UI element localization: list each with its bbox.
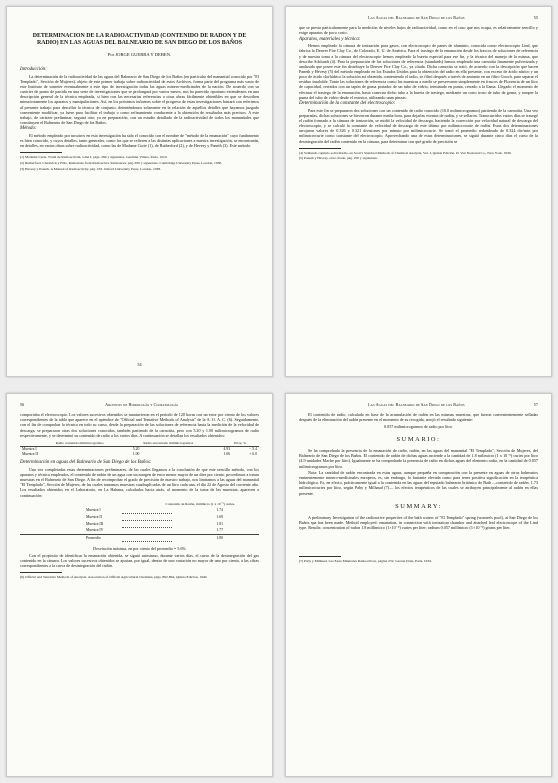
table-cell: 1.06 [223,451,231,456]
table-header: Radio contenido milimicrogramos [54,441,142,447]
table-cell: 4.93 [223,447,231,452]
leader-dots [122,514,172,521]
footnote-rule [20,572,62,573]
table-cell: Muestra IV [86,528,104,533]
running-header [20,402,259,407]
table-row [20,507,259,514]
table-cell: 1.77 [216,528,223,533]
table-row [20,527,259,534]
page-56 [6,393,273,777]
article-byline: Por JORGE GUERRA Y DEBEN. [107,52,172,57]
page-57 [285,393,552,777]
running-page-number: 57 [533,402,538,407]
table-cell: 1.69 [216,514,223,519]
table-cell: Muestra II [86,514,102,519]
table-cell: 1.00 [132,451,140,456]
footnote-3: (3) Hevesy y Paneth. A Manual of Radioactivity, pág. 233. Oxford University Press. London, 1938. [20,166,161,171]
table-header: Contenido de Radón, milimicro (1 x 10⁻⁹) curies. [165,501,235,506]
table-cell: Muestra I [22,447,37,452]
table-row [20,452,259,457]
page-55 [285,6,552,377]
determination-paragraph: Una vez completadas estas determinaciones preliminares, de las cuales llegamos a la conclusión de que este sencillo método, con los aparatos y técnica empleados, el contenido de radón de un agua con un margen de error menor mayor de un diez por ciento, procedimos a tomar muestras en el Balneario de San Diego. A fin de recomprobar el grado de precisión de nuestro trabajo, nos limitamos a las aguas del manantial "El Templado", Sección de Mujeres, de las cuales tomamos muestras cuadruplicadas de un litro cada una, el día 22 de Agosto del corriente año. Los resultados obtenidos en el Laboratorio, en La Habana, calculados hacia atrás, al momento de la toma de las muestras, aparecen a continuación: [20,466,259,498]
radio-paragraph: El contenido de radio, calculado en base de la acumulación de radón en las mismas muestras, que fueron convenientemente selladas después de la eliminación del radón presente en el momento de su recogida, arrojó el resultado siguiente: [299,412,538,423]
footnote-7: (7) Paby y Milhaud. Les Eaux Minérales Radioactives, página 232. Gaston Doin, Paris, 1934. [299,559,432,564]
apparatus-heading: Aparatos, materiales y técnica: [299,36,361,42]
footnote-rule [299,148,341,149]
continuation-paragraph: comportaba el electroscopio. Los valores sucesivos obtenidos se mantuvieron en el período de 120 horas con un error por ciento de los valores correspondientes de la tabla que aparece en el apéndice de "Official and Tentative Methods of Analysis" de la A. O. A. C. (6). Seguidamente, con el fin de comprobar la técnica en todo su curso, desde la preparación de las soluciones de referencia hasta la medición de la velocidad de descarga, se prepararon otras dos soluciones conocidas, también partiendo de la carnotita, pero con 5.20 y 1.00 milimicrogramos de radio respectivamente, y se determinó su contenido de radio a los varios días. A continuación se detallan los resultados obtenidos: [20,412,259,438]
footnote-rule [299,556,341,557]
footnote-5: (5) Paneth y Hevesy, obra citada, pág. 250 y siguientes. [299,156,378,161]
footnote-4: (4) Schlundt, capítulo sobre Radio, en Scott's Standard Methods of Chemical Analysis, Vol. I, Quinta Edición, D. Van Nostrand Co., New York, 1939. [299,150,512,155]
table-row-average [20,535,259,542]
footnote-1: (1) Madame Curie. Traité de Radioactivité, tome I, págs. 280 y siguientes. Gauthier Villars, Paris, 1910. [20,155,168,160]
method-heading: Método: [20,126,37,132]
footnote-6: (6) Official and Tentative Methods of Analysis. Association of Official Agricultural Chemists, págs. 892-894, Quinta Edición, 1940. [20,575,208,580]
table-row [20,514,259,521]
intro-paragraph: La determinación de la radioactividad de las aguas del Balneario de San Diego de los Baños (en particular del manantial conocido por "El Templado", Sección de Mujeres), objeto de este primer trabajo sobre radioactividad de estos Archivos, forma parte del programa más vasto de este Instituto de someter eventualmente a este tipo de investigación todas las aguas minero-medicinales de la nación. De acuerdo con su carácter de punto de partida en una serie de investigaciones que se prolongará por varios meses, nos ha parecido oportuno extendernos en una descripción general de la técnica empleada, si bien con las necesarias referencias a otras obras fácilmente obtenibles en que se describen minuciosamente los aparatos y manipulaciones. Así, en los próximos informes sobre el progreso de estas investigaciones bastará con referirnos al presente trabajo para describir la técnica de conjunto, deteniéndonos solamente en la relación de aquellos detalles que hayamos juzgado conveniente modificar, ya fuere para facilitar el trabajo o como refinamiento conducente a la obtención de resultados más precisos. A este trabajo, de carácter preliminar, seguirá otro, ya en preparación, con un estudio detallado de la radioactividad de todos los manantiales que constituyen el Balneario de San Diego de los Baños. [20,73,259,126]
apparatus-paragraph: Hemos empleado la cámara de ionización para gases, con electroscopio de panes de aluminio, conocida como electroscopio Lind, que fabrica la Denver Fire Clay Co., de Colorado, E. U. de América. Para el trasiego de la emanación desde los frascos de soluciones de referencia y de nuestra toma a la cámara del electroscopio hemos empleado la bureta especial para ese fin, y la técnica del manejo de la misma, que describe Schlundt (4). Para la preparación de las soluciones de referencia (standards) hemos empleado una carnotita finamente pulverizada y analizada que posee este fin distribuye la Denver Fire Clay Co., ya citada. Dicha carnotita se trató, de acuerdo con la descripción que hacen Paneth y Hevesy (5) del método empleado en los Estados Unidos para la obtención del radio en ella presente, con exceso de ácido nítrico y un poco de ácido clorhídrico la solución así obtenida, conteniendo el radio, se filtró después a través de amianto en un filtro Gooch, para separar el residuo insoluble. Tanto las soluciones de referencia como las muestras a medir se preservaron simplemente en frascos de Florencia de un litro de capacidad, cerrados con un tapón de goma portador de un tubo de vidrio, terminado en punta, cerrado a la llama. Llegado el momento de efectuar el trasiego de la emanación, basta conectar dicho tubo a la bureta de trasiego, mediante un corto trozo de tubo de goma, y romper la punta del tubo de vidrio desde el exterior, utilizando unas pinzas. [299,43,538,100]
summary-paragraph: A preliminary Investigation of the radioactive properties of the bath waters of "El Templado" spring (women's pool), at San Diego de los Baños spa has been made. Method employed: emanation, in connection with ionization chamber and attached leaf electroscope of the Lind type. Results: concentration of radon 1.8 millimicro (1×10⁻⁹) curies per liter; radium 0.057 millimicro (1×10⁻⁹) grams per liter. [299,514,538,531]
sumario-paragraph: Se ha comprobado la presencia de la emanación de radio, radón, en las aguas del manantial "El Templado", Sección de Mujeres, del Balneario de San Diego de los Baños. El contenido de radón de dichas aguas asciende a la cantidad de 1.8 milimicro (1 x 10⁻⁹) curies por litro (4.9 unidades Mache por litro). Igualmente se ha comprobado la presencia de radio en dichas aguas del elemento radio, en la cantidad de 0.057 milimicrogramos por litro. [299,448,538,469]
article-title: DETERMINACION DE LA RADIOACTIVIDAD (CONTENIDO DE RADON Y DE RADIO) EN LAS AGUAS DEL BALNEARIO DE SAN DIEGO DE LOS BAÑOS [32,33,247,46]
table-cell: Muestra II [22,451,38,456]
running-title: Archivos de Hidrología y Climatología [105,402,179,407]
deviation-line: Desviación máxima, en por ciento del promedio = 5.6% [93,546,186,552]
radio-result: 0.057 milimicrogramos de radio por litro. [384,423,453,429]
page-54 [6,6,273,377]
sumario-note: Nota: La cantidad de radón encontrada en estas aguas, aunque pequeña en comparación con la presente en aguas de otros balnearios eminentemente minero-medicinales europeos, es, sin embargo, lo bastante elevada como para tener positiva significación en la terapéutica hidrológica. Es, en efecto, prácticamente igual a la contenida en las aguas del reputado balneario británico de Bath —contenido de radón: 1.73 milimicrocuries por litro, según Paby y Milhaud (7)— los efectos terapéuticos de las cuales se atribuyen principalmente al radón en ellas presente. [299,470,538,496]
leader-dots [122,535,172,542]
leader-dots [122,507,172,514]
running-page-number: 55 [533,15,538,20]
table-row [20,521,259,528]
table-cell: 1.74 [216,507,223,512]
sumario-heading: SUMARIO: [396,435,441,443]
table-cell: Muestra I [86,507,101,512]
footnote-2: (2) Rutherford, Chadwick y Ellis. Radiations from Radioactive Substances, pág. 650 y siguientes. Cambridge University Press, London, 1930. [20,160,223,165]
continuation-paragraph: que se presta particularmente para la medición de niveles bajos de radioactividad, como en el caso que nos ocupa, es relativamente sencillo y exige aparatos de poco costo. [299,25,538,36]
table-cell: 1.81 [216,521,223,526]
summary-heading: SUMMARY: [395,502,442,510]
running-title: Las Aguas del Balneario de San Diego de los Baños [368,402,465,407]
footnote-rule [20,152,62,153]
table-cell: − 5.4 [249,447,257,452]
table-header: Error, % [232,441,259,447]
table-cell: 5.20 [132,447,140,452]
identification-paragraph: Con el propósito de identificar la emanación obtenida, se siguió asimismo, durante varios días, el curso de la desintegración del gas contenido en la cámara. Los valores sucesivos obtenidos se ajustan, por igual, dentro de uno variación no mayor de uno por ciento, a las cifras correspondientes a la curva de desintegración del radón. [20,552,259,569]
running-page-number: 56 [20,402,25,407]
leader-dots [122,521,172,528]
results-table-radon [20,501,259,543]
determination-heading: Determinación en aguas del Balneario de San Diego de los Baños: [20,460,152,466]
constant-paragraph: Para este fin se prepararon dos soluciones con un contenido de radio conocido (10.0 milimicrogramos) partiendo de la carnotita. Una vez preparadas, dichas soluciones se hirvieron durante media hora, para dejarlas exentas de radón, y se sellaron. Transcurridos varios días se trasegó el radón formado a la cámara de ionización, se midió la velocidad de descarga, haciendo la corrección por velocidad natural de descarga del electroscopio, y se calculó la constante de velocidad de descarga de este último por milimicrocurie de radón. Estas dos determinaciones arrojaron valores de 0.326 y 0.321 divisiones por minuto por milimicrocurie. Se tomó el promedio redondeado de 0.324 div/min por milimicrocurie como constante del electroscopio. Aprovechando una de estas determinaciones, se siguió durante cinco días el curso de la desintegración del radón contenido en la cámara, para determinar con qué grado de precisión se [299,107,538,144]
running-title: Las Aguas del Balneario de San Diego de los Baños [368,15,465,20]
table-cell: + 6.0 [249,451,257,456]
results-table-standards [20,441,259,456]
table-cell: Promedio [20,535,122,542]
constant-heading: Determinación de la constante del electroscopio: [299,101,396,107]
table-cell: 1.80 [172,535,259,542]
page-number: 54 [137,361,142,367]
leader-dots [122,527,172,534]
table-cell: Muestra III [86,521,104,526]
running-header [299,15,538,20]
table-header: Radio encontrado milimicrogramos [141,441,232,447]
method-paragraph: El método empleado por nosotros en esta investigación ha sido el conocido con el nombre de "método de la emanación" cuyo fundamento es bien conocido, y cuyos detalles, tanto generales, como los que se refieren a las distintas aplicaciones a nuestra investigación, se encontrarán, en detalles, en varias obras sobre radioactividad, como las de Madame Curie (1), de Rutherford (2), y de Hevesy y Paneth (3). Este método. [20,132,259,149]
intro-heading: Introducción: [20,67,47,73]
running-header [299,402,538,407]
